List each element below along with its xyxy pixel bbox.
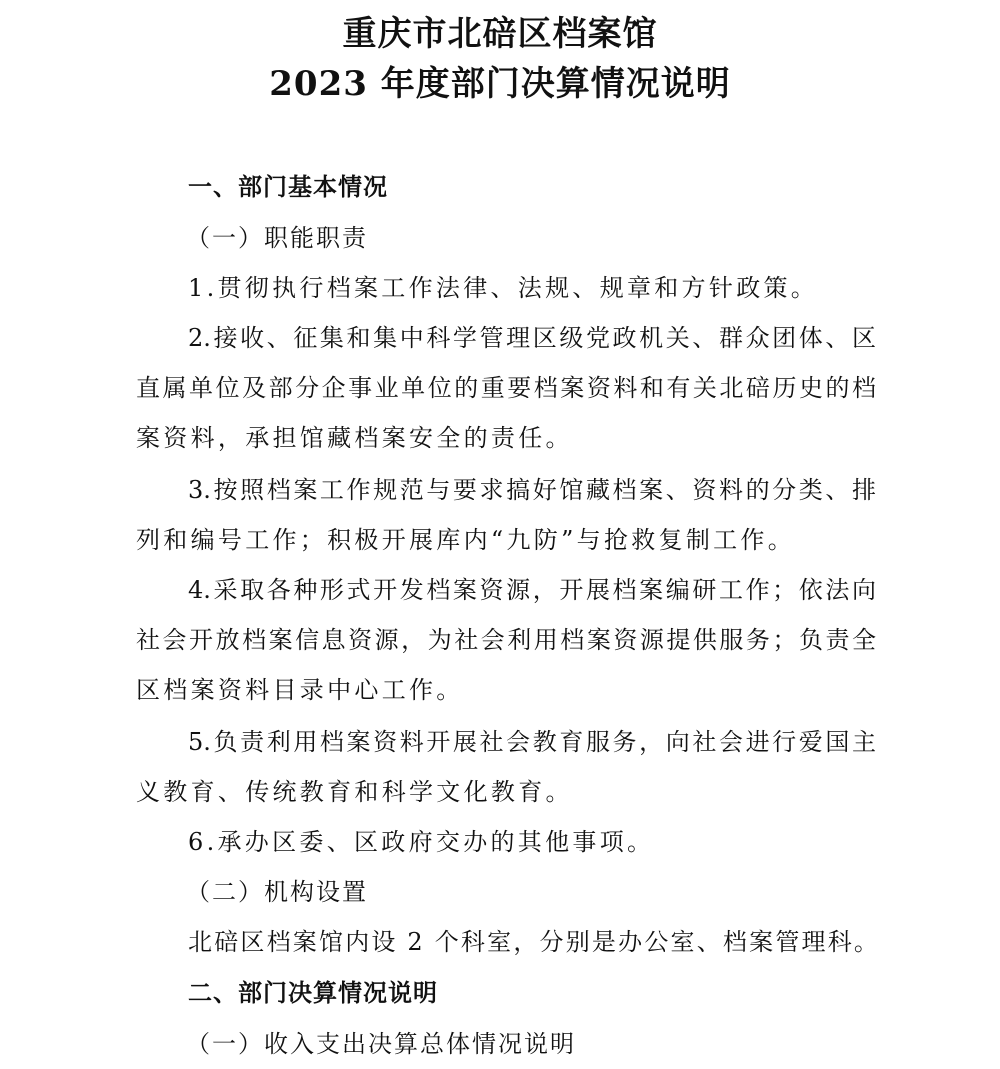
subsection-heading-income-expenditure: （一）收入支出决算总体情况说明 [186,1030,576,1058]
duty-item-2-line1: 2.接收、征集和集中科学管理区级党政机关、群众团体、区 [188,324,876,352]
duty-item-4-line2: 社会开放档案信息资源，为社会利用档案资源提供服务；负责全 [136,626,876,654]
duty-item-4-line3: 区档案资料目录中心工作。 [136,676,464,704]
duty-item-2-line2: 直属单位及部分企事业单位的重要档案资料和有关北碚历史的档 [136,374,876,402]
organization-text: 北碚区档案馆内设 2 个科室，分别是办公室、档案管理科。 [188,928,881,956]
document-title-line2: 2023 年度部门决算情况说明 [269,64,731,104]
duty-item-3-line2: 列和编号工作；积极开展库内“九防”与抢救复制工作。 [136,526,796,554]
duty-item-5-line2: 义教育、传统教育和科学文化教育。 [136,778,573,806]
duty-item-4-line1: 4.采取各种形式开发档案资源，开展档案编研工作；依法向 [188,576,876,604]
section-heading-final-accounts: 二、部门决算情况说明 [188,979,438,1007]
duty-item-1: 1.贯彻执行档案工作法律、法规、规章和方针政策。 [188,274,819,302]
section-heading-basic-info: 一、部门基本情况 [188,173,388,201]
subsection-heading-duties: （一）职能职责 [186,224,368,252]
duty-item-3-line1: 3.按照档案工作规范与要求搞好馆藏档案、资料的分类、排 [188,476,876,504]
duty-item-2-line3: 案资料，承担馆藏档案安全的责任。 [136,424,573,452]
subsection-heading-organization: （二）机构设置 [186,878,368,906]
duty-item-5-line1: 5.负责利用档案资料开展社会教育服务，向社会进行爱国主 [188,728,876,756]
duty-item-6: 6.承办区委、区政府交办的其他事项。 [188,828,655,856]
document-title-line1: 重庆市北碚区档案馆 [342,14,658,54]
